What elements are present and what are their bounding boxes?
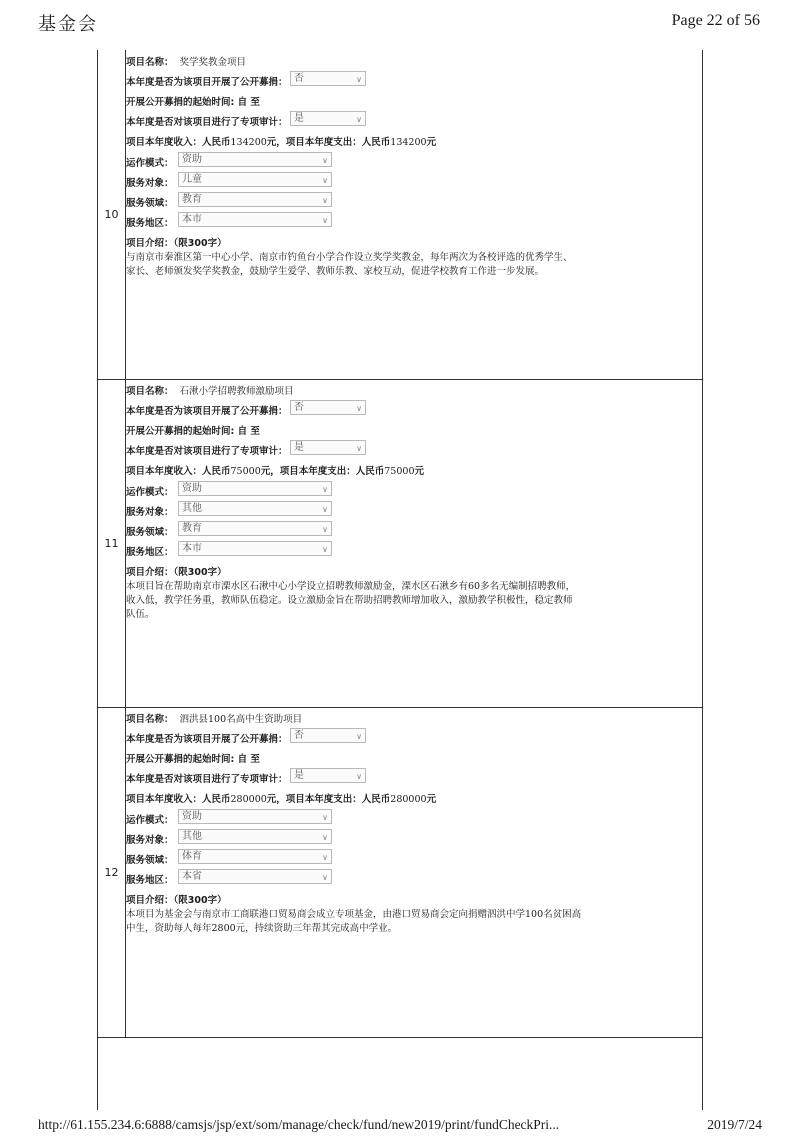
yuan-unit: 元 — [426, 794, 437, 805]
public-raise-select-value: 否 — [294, 73, 304, 84]
project-row — [98, 379, 702, 708]
name-line — [126, 54, 246, 68]
name-label: 项目名称： — [126, 57, 174, 68]
project-description — [126, 251, 646, 279]
audit-line — [126, 443, 288, 457]
target-label: 服务对象： — [126, 835, 174, 846]
project-table — [97, 50, 703, 1110]
income-value: 280000 — [230, 794, 267, 805]
chevron-down-icon: ∨ — [322, 196, 328, 205]
region-line — [126, 872, 174, 886]
income-line — [126, 791, 436, 805]
income-value: 75000 — [230, 466, 261, 477]
target-select[interactable] — [178, 501, 332, 516]
public-raise-select-value: 否 — [294, 402, 304, 413]
empty-row — [98, 1037, 702, 1110]
raise-start-line — [126, 423, 260, 437]
expense-value: 280000 — [390, 794, 427, 805]
project-name: 泗洪县100名高中生资助项目 — [179, 714, 303, 725]
target-select-value: 儿童 — [182, 174, 202, 185]
project-name: 石湫小学招聘教师激励项目 — [179, 386, 294, 397]
chevron-down-icon: ∨ — [322, 156, 328, 165]
footer-date: 2019/7/24 — [707, 1117, 762, 1132]
public-raise-select[interactable] — [290, 728, 366, 743]
audit-select[interactable] — [290, 768, 366, 783]
income-label: 项目本年度收入：人民币 — [126, 137, 231, 148]
header-title: 基金会 — [38, 14, 98, 35]
region-select[interactable] — [178, 541, 332, 556]
chevron-down-icon: ∨ — [322, 216, 328, 225]
chevron-down-icon: ∨ — [356, 732, 362, 741]
region-select[interactable] — [178, 869, 332, 884]
region-label: 服务地区： — [126, 875, 174, 886]
chevron-down-icon: ∨ — [322, 873, 328, 882]
expense-label: 元，项目本年度支出：人民币 — [266, 794, 391, 805]
raise-start-line — [126, 94, 260, 108]
mode-select[interactable] — [178, 481, 332, 496]
description-line: 家长、老师颁发奖学奖教金，鼓励学生爱学、教师乐教、家校互动，促进学校教育工作进一步发展。 — [126, 266, 545, 277]
chevron-down-icon: ∨ — [356, 772, 362, 781]
public-raise-line — [126, 74, 288, 88]
target-line — [126, 504, 174, 518]
public-raise-label: 本年度是否为该项目开展了公开募捐： — [126, 734, 288, 745]
field-select-value: 教育 — [182, 194, 202, 205]
region-select-value: 本市 — [182, 543, 202, 554]
yuan-unit: 元 — [426, 137, 437, 148]
mode-label: 运作模式： — [126, 487, 174, 498]
public-raise-select-value: 否 — [294, 730, 304, 741]
field-line — [126, 195, 174, 209]
chevron-down-icon: ∨ — [356, 404, 362, 413]
intro-label: 项目介绍：（限300字） — [126, 895, 227, 906]
target-label: 服务对象： — [126, 507, 174, 518]
audit-label: 本年度是否对该项目进行了专项审计： — [126, 117, 288, 128]
field-label: 服务领域： — [126, 198, 174, 209]
footer — [38, 1117, 762, 1133]
target-label: 服务对象： — [126, 178, 174, 189]
project-number: 10 — [98, 50, 126, 379]
target-select-value: 其他 — [182, 503, 202, 514]
target-select[interactable] — [178, 829, 332, 844]
field-label: 服务领域： — [126, 855, 174, 866]
mode-label: 运作模式： — [126, 815, 174, 826]
name-line — [126, 711, 302, 725]
mode-select-value: 资助 — [182, 154, 202, 165]
chevron-down-icon: ∨ — [356, 75, 362, 84]
description-line: 本项目为基金会与南京市工商联港口贸易商会成立专项基金，由港口贸易商会定向捐赠泗洪中学100名贫困高 — [126, 909, 582, 920]
project-description — [126, 908, 646, 936]
mode-select-value: 资助 — [182, 483, 202, 494]
public-raise-label: 本年度是否为该项目开展了公开募捐： — [126, 77, 288, 88]
field-select-value: 体育 — [182, 851, 202, 862]
raise-start-label: 开展公开募捐的起始时间: 自 至 — [126, 754, 260, 765]
intro-line — [126, 564, 227, 578]
footer-url: http://61.155.234.6:6888/camsjs/jsp/ext/som/manage/check/fund/new2019/print/fundCheckPri... — [38, 1117, 560, 1132]
audit-select[interactable] — [290, 111, 366, 126]
target-line — [126, 832, 174, 846]
raise-start-label: 开展公开募捐的起始时间: 自 至 — [126, 97, 260, 108]
region-line — [126, 215, 174, 229]
chevron-down-icon: ∨ — [356, 115, 362, 124]
audit-label: 本年度是否对该项目进行了专项审计： — [126, 446, 288, 457]
region-label: 服务地区： — [126, 218, 174, 229]
mode-select[interactable] — [178, 809, 332, 824]
chevron-down-icon: ∨ — [322, 485, 328, 494]
expense-label: 元，项目本年度支出：人民币 — [266, 137, 391, 148]
description-line: 收入低，教学任务重，教师队伍稳定。设立激励金旨在帮助招聘教师增加收入，激励教学积极性，稳定教师 — [126, 595, 573, 606]
region-select-value: 本市 — [182, 214, 202, 225]
mode-select-value: 资助 — [182, 811, 202, 822]
chevron-down-icon: ∨ — [322, 525, 328, 534]
field-select[interactable] — [178, 849, 332, 864]
description-line: 本项目旨在帮助南京市溧水区石湫中心小学设立招聘教师激励金，溧水区石湫乡有60多名无编制招聘教师， — [126, 581, 576, 592]
description-line: 队伍。 — [126, 609, 155, 620]
mode-select[interactable] — [178, 152, 332, 167]
name-label: 项目名称： — [126, 714, 174, 725]
description-line: 中生，资助每人每年2800元，持续资助三年帮其完成高中学业。 — [126, 923, 398, 934]
intro-line — [126, 892, 227, 906]
field-line — [126, 524, 174, 538]
public-raise-line — [126, 403, 288, 417]
audit-select-value: 是 — [294, 770, 304, 781]
page-number: Page 22 of 56 — [671, 12, 760, 29]
chevron-down-icon: ∨ — [356, 444, 362, 453]
income-line — [126, 134, 436, 148]
region-line — [126, 544, 174, 558]
field-label: 服务领域： — [126, 527, 174, 538]
mode-label: 运作模式： — [126, 158, 174, 169]
name-label: 项目名称： — [126, 386, 174, 397]
name-line — [126, 383, 294, 397]
public-raise-select[interactable] — [290, 400, 366, 415]
intro-line — [126, 235, 227, 249]
chevron-down-icon: ∨ — [322, 505, 328, 514]
region-label: 服务地区： — [126, 547, 174, 558]
public-raise-label: 本年度是否为该项目开展了公开募捐： — [126, 406, 288, 417]
yuan-unit: 元 — [414, 466, 425, 477]
field-line — [126, 852, 174, 866]
intro-label: 项目介绍：（限300字） — [126, 567, 227, 578]
chevron-down-icon: ∨ — [322, 833, 328, 842]
expense-label: 元，项目本年度支出：人民币 — [260, 466, 385, 477]
field-select[interactable] — [178, 521, 332, 536]
chevron-down-icon: ∨ — [322, 853, 328, 862]
project-row — [98, 50, 702, 380]
project-number: 12 — [98, 707, 126, 1037]
mode-line — [126, 155, 174, 169]
audit-line — [126, 771, 288, 785]
mode-line — [126, 812, 174, 826]
public-raise-line — [126, 731, 288, 745]
description-line: 与南京市秦淮区第一中心小学、南京市钓鱼台小学合作设立奖学奖教金，每年两次为各校评选的优秀学生、 — [126, 252, 573, 263]
audit-select-value: 是 — [294, 442, 304, 453]
chevron-down-icon: ∨ — [322, 813, 328, 822]
expense-value: 75000 — [384, 466, 415, 477]
target-select[interactable] — [178, 172, 332, 187]
target-select-value: 其他 — [182, 831, 202, 842]
project-row — [98, 707, 702, 1038]
target-line — [126, 175, 174, 189]
income-label: 项目本年度收入：人民币 — [126, 794, 231, 805]
project-description — [126, 580, 646, 622]
audit-label: 本年度是否对该项目进行了专项审计： — [126, 774, 288, 785]
raise-start-line — [126, 751, 260, 765]
field-select-value: 教育 — [182, 523, 202, 534]
region-select-value: 本省 — [182, 871, 202, 882]
income-label: 项目本年度收入：人民币 — [126, 466, 231, 477]
project-name: 奖学奖教金项目 — [179, 57, 247, 68]
public-raise-select[interactable] — [290, 71, 366, 86]
income-line — [126, 463, 424, 477]
intro-label: 项目介绍：（限300字） — [126, 238, 227, 249]
field-select[interactable] — [178, 192, 332, 207]
project-number: 11 — [98, 379, 126, 707]
chevron-down-icon: ∨ — [322, 176, 328, 185]
income-value: 134200 — [230, 137, 267, 148]
audit-select[interactable] — [290, 440, 366, 455]
audit-line — [126, 114, 288, 128]
chevron-down-icon: ∨ — [322, 545, 328, 554]
audit-select-value: 是 — [294, 113, 304, 124]
mode-line — [126, 484, 174, 498]
region-select[interactable] — [178, 212, 332, 227]
raise-start-label: 开展公开募捐的起始时间: 自 至 — [126, 426, 260, 437]
expense-value: 134200 — [390, 137, 427, 148]
